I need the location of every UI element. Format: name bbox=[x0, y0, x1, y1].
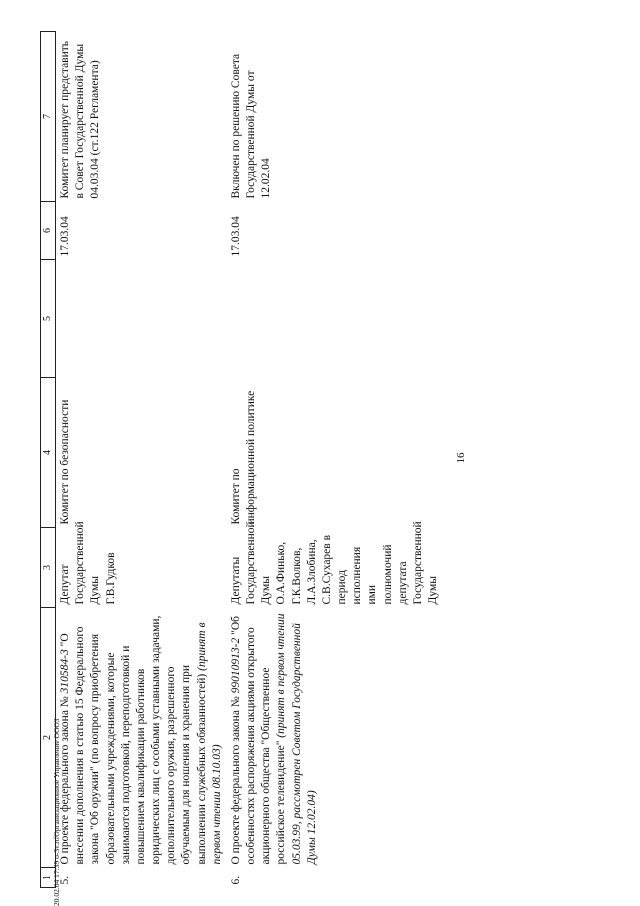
bill-number: 99010913-2 bbox=[229, 637, 242, 694]
column-5-value bbox=[56, 260, 227, 378]
row-number: 5. bbox=[59, 875, 71, 885]
bill-title-body: "О внесении дополнения в статью 15 Федерального закона "Об оружии" (по вопросу приобретения образовательными учреждениями, которые занимаются подготовкой, переподготовкой и повышением квалификации работников юридических лиц с особыми уставными задачами, дополнительного оружия, разрешенного обучаемым для ношения и хранения при выполнении служебных обязанностей) bbox=[59, 615, 208, 865]
column-number: 1 bbox=[41, 868, 56, 888]
bill-note: Включен по решению Совета Государственной Думы от 12.02.04 bbox=[229, 53, 273, 199]
column-number-row bbox=[41, 32, 56, 888]
bill-number: 310584-3 bbox=[59, 649, 71, 694]
footer-stamp: 20.02.04 17:39 o-3v.rtfОрганизационное Управление ООО3 bbox=[52, 718, 61, 906]
bill-title-prefix: О проекте федерального закона № bbox=[59, 693, 71, 865]
page-number: 16 bbox=[455, 452, 467, 464]
column-5-value bbox=[227, 260, 443, 378]
bill-status: (принят в первом чтении 05.03.99, рассмотрен Советом Государственной Думы 12.02.04) bbox=[275, 613, 318, 865]
review-date: 17.03.04 bbox=[229, 216, 242, 257]
table-row bbox=[56, 32, 227, 888]
column-number: 5 bbox=[41, 260, 56, 378]
bill-initiator: Депутат Государственной Думы Г.В.Гудков bbox=[59, 521, 117, 605]
bill-status: (принят в первом чтении 08.10.03) bbox=[195, 622, 223, 865]
bill-note: Комитет планирует представить в Совет Государственной Думы 04.03.04 (ст.122 Регламента) bbox=[59, 40, 102, 199]
bill-title bbox=[227, 608, 443, 868]
document-table-container bbox=[40, 32, 640, 888]
review-date: 17.03.04 bbox=[59, 216, 71, 257]
bill-initiator: Депутаты Государственной Думы О.А.Финько, Г.К.Волков, Л.А.Злобина, С.В.Сухарев в период исполнения ими полномочий депутата Государственной Думы bbox=[229, 521, 440, 605]
table-row bbox=[227, 32, 443, 888]
responsible-committee: Комитет по информационной политике bbox=[229, 390, 258, 525]
bill-title-prefix: О проекте федерального закона № bbox=[229, 693, 242, 865]
column-number: 3 bbox=[41, 528, 56, 608]
row-number: 6. bbox=[229, 875, 242, 885]
column-number: 7 bbox=[41, 32, 56, 202]
column-number: 6 bbox=[41, 202, 56, 260]
agenda-table bbox=[40, 31, 443, 888]
responsible-committee: Комитет по безопасности bbox=[59, 399, 71, 525]
bill-title bbox=[56, 608, 227, 868]
column-number: 2 bbox=[41, 608, 56, 868]
column-number: 4 bbox=[41, 378, 56, 528]
bill-title-body: "Об особенностях распоряжения акциями открытого акционерного общества "Общественное российское телевидение" bbox=[229, 616, 288, 865]
